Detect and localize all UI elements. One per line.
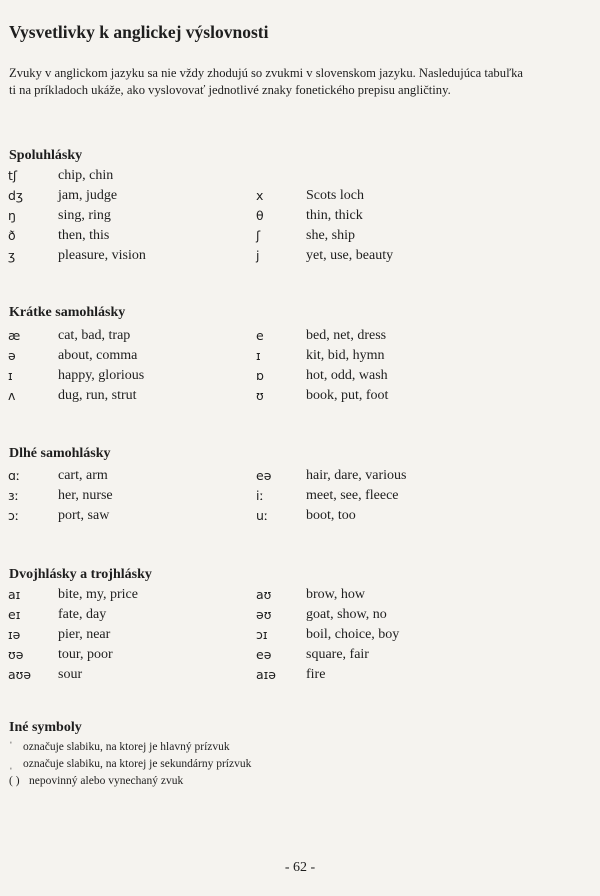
phonetic-symbol: aɪə: [256, 667, 276, 682]
table-row: [0, 186, 600, 206]
table-row: [0, 625, 600, 645]
phonetic-symbol: ʌ: [8, 388, 16, 403]
phonetic-symbol: eə: [256, 468, 272, 483]
page-number: - 62 -: [284, 860, 316, 875]
example-words: pleasure, vision: [58, 248, 146, 263]
example-words: pier, near: [58, 627, 111, 642]
example-words: cart, arm: [58, 468, 108, 483]
phonetic-symbol: iː: [256, 488, 264, 503]
example-words: meet, see, fleece: [306, 488, 399, 503]
page-title: Vysvetlivky k anglickej výslovnosti: [9, 22, 269, 42]
example-words: then, this: [58, 228, 110, 243]
symbol-description: označuje slabiku, na ktorej je hlavný prízvuk: [23, 741, 230, 753]
phonetic-symbol: tʃ: [8, 168, 18, 183]
example-words: boot, too: [306, 508, 356, 523]
phonetic-symbol: aʊ: [256, 587, 272, 602]
phonetic-symbol: eɪ: [8, 607, 21, 622]
list-item: [9, 740, 230, 755]
example-words: sour: [58, 667, 83, 682]
table-row: [0, 506, 600, 526]
phonetic-symbol: uː: [256, 508, 269, 523]
phonetic-symbol: æ: [8, 328, 21, 343]
phonetic-symbol: ɔɪ: [256, 627, 268, 642]
symbol-description: nepovinný alebo vynechaný zvuk: [29, 775, 184, 787]
phonetic-symbol: ʒ: [8, 248, 16, 263]
phonetic-symbol: dʒ: [8, 188, 24, 203]
example-words: she, ship: [306, 228, 355, 243]
table-row: [0, 346, 600, 366]
stress-symbol: ˈ: [9, 741, 13, 753]
phonetic-symbol: ʃ: [256, 228, 261, 243]
table-row: [0, 166, 600, 186]
phonetic-symbol: ʊ: [256, 388, 264, 403]
example-words: happy, glorious: [58, 368, 145, 383]
table-row: [0, 585, 600, 605]
table-row: [0, 665, 600, 685]
example-words: fate, day: [58, 607, 107, 622]
table-row: [0, 645, 600, 665]
optional-sound-symbol: ( ): [9, 775, 20, 787]
example-words: chip, chin: [58, 168, 114, 183]
list-item: [9, 757, 251, 772]
table-row: [0, 386, 600, 406]
example-words: sing, ring: [58, 208, 111, 223]
phonetic-symbol: aɪ: [8, 587, 21, 602]
phonetic-symbol: eə: [256, 647, 272, 662]
example-words: square, fair: [306, 647, 369, 662]
table-row: [0, 366, 600, 386]
intro-paragraph: Zvuky v anglickom jazyku sa nie vždy zhodujú so zvukmi v slovenskom jazyku. Nasledujúca tabuľka ti na príkladoch ukáže, ako vyslovovať jednotlivé znaky fonetického prepisu angličtiny.: [9, 66, 524, 97]
example-words: bite, my, price: [58, 587, 138, 602]
example-words: jam, judge: [58, 188, 118, 203]
table-row: [0, 605, 600, 625]
list-item: [9, 774, 183, 789]
symbol-description: označuje slabiku, na ktorej je sekundárny prízvuk: [23, 758, 252, 770]
example-words: thin, thick: [306, 208, 363, 223]
phonetic-symbol: ɜː: [8, 488, 19, 503]
example-words: kit, bid, hymn: [306, 348, 385, 363]
table-row: [0, 486, 600, 506]
phonetic-symbol: e: [256, 328, 264, 343]
section-title-short-vowels: Krátke samohlásky: [9, 305, 126, 320]
example-words: hot, odd, wash: [306, 368, 388, 383]
phonetic-symbol: ð: [8, 228, 16, 243]
phonetic-symbol: ɪ: [256, 348, 261, 363]
phonetic-symbol: əʊ: [256, 607, 272, 622]
section-title-other-symbols: Iné symboly: [9, 720, 82, 735]
table-row: [0, 466, 600, 486]
example-words: hair, dare, various: [306, 468, 407, 483]
example-words: fire: [306, 667, 326, 682]
example-words: cat, bad, trap: [58, 328, 131, 343]
phonetic-symbol: ɔː: [8, 508, 20, 523]
table-row: [0, 226, 600, 246]
phonetic-symbol: θ: [256, 208, 264, 223]
phonetic-symbol: j: [256, 248, 260, 263]
example-words: goat, show, no: [306, 607, 387, 622]
phonetic-symbol: ɒ: [256, 368, 264, 383]
example-words: brow, how: [306, 587, 365, 602]
example-words: her, nurse: [58, 488, 113, 503]
stress-symbol: ˌ: [9, 758, 13, 770]
example-words: Scots loch: [306, 188, 364, 203]
phonetic-symbol: ɪ: [8, 368, 13, 383]
table-row: [0, 326, 600, 346]
example-words: about, comma: [58, 348, 138, 363]
section-title-long-vowels: Dlhé samohlásky: [9, 446, 111, 461]
example-words: boil, choice, boy: [306, 627, 400, 642]
phonetic-symbol: ŋ: [8, 208, 16, 223]
table-row: [0, 246, 600, 266]
example-words: tour, poor: [58, 647, 113, 662]
example-words: port, saw: [58, 508, 110, 523]
section-title-diphthongs: Dvojhlásky a trojhlásky: [9, 567, 152, 582]
phonetic-symbol: aʊə: [8, 667, 32, 682]
example-words: yet, use, beauty: [306, 248, 394, 263]
section-title-consonants: Spoluhlásky: [9, 148, 83, 163]
table-row: [0, 206, 600, 226]
phonetic-symbol: x: [256, 188, 264, 203]
example-words: dug, run, strut: [58, 388, 137, 403]
example-words: book, put, foot: [306, 388, 389, 403]
example-words: bed, net, dress: [306, 328, 387, 343]
phonetic-symbol: ɪə: [8, 627, 21, 642]
phonetic-symbol: ə: [8, 348, 16, 363]
phonetic-symbol: ʊə: [8, 647, 24, 662]
phonetic-symbol: ɑː: [8, 468, 21, 483]
